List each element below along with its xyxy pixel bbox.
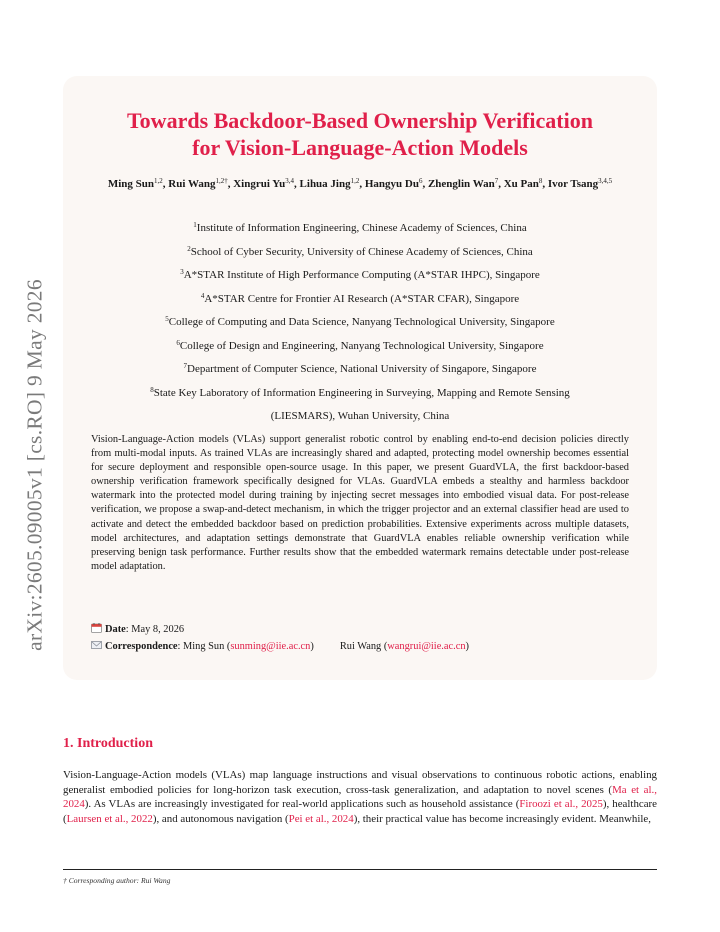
email-link-1[interactable]: sunming@iie.ac.cn <box>230 641 311 652</box>
author-name: Lihua Jing <box>299 178 351 190</box>
calendar-icon <box>91 623 102 633</box>
affiliation-mark: 8 <box>150 385 154 394</box>
footnote: † Corresponding author: Rui Wang <box>63 876 171 885</box>
affiliation-mark: 1 <box>193 221 197 229</box>
affiliation-line <box>63 355 657 379</box>
paper-title <box>63 107 657 161</box>
author-name: Zhenglin Wan <box>427 178 495 190</box>
affiliation-text: A*STAR Centre for Frontier AI Research (A*STAR CFAR), Singapore <box>204 292 520 305</box>
affiliation-line <box>63 214 657 238</box>
affiliation-line <box>63 285 657 309</box>
intro-text: ), healthcare ( <box>63 798 658 825</box>
date-label: Date <box>105 624 126 635</box>
correspondence-name-2: Rui Wang ( <box>339 641 388 652</box>
correspondence-close-2: ) <box>465 641 469 652</box>
citation-link[interactable]: Pei et al., 2024 <box>288 812 354 825</box>
affiliation-line <box>63 238 657 262</box>
author-affiliation-mark: 3,4,5 <box>598 177 613 185</box>
author-name: Hangyu Du <box>364 178 419 190</box>
affiliation-text: College of Computing and Data Science, Nanyang Technological University, Singapore <box>168 316 555 328</box>
affiliation-list <box>63 214 657 426</box>
author-name: Rui Wang <box>168 178 216 190</box>
email-link-2[interactable]: wangrui@iie.ac.cn <box>387 641 466 652</box>
author-affiliation-mark: 7 <box>494 177 499 185</box>
affiliation-text: Department of Computer Science, National University of Singapore, Singapore <box>187 363 537 375</box>
citation-link[interactable]: Ma et al., 2024 <box>63 783 657 811</box>
author-name: Xingrui Yu <box>233 178 286 190</box>
arxiv-watermark <box>18 260 52 670</box>
affiliation-line <box>63 261 657 285</box>
affiliation-text: Institute of Information Engineering, Chinese Academy of Sciences, China <box>196 222 527 234</box>
affiliation-mark: 6 <box>176 338 180 347</box>
author-affiliation-mark: 6 <box>418 177 423 185</box>
author-separator: , <box>227 178 234 190</box>
author-affiliation-mark: 1,2 <box>154 177 163 185</box>
affiliation-line <box>63 379 657 403</box>
affiliation-mark: 2 <box>187 244 191 253</box>
affiliation-text: School of Cyber Security, University of Chinese Academy of Sciences, China <box>190 245 533 258</box>
author-name: Ming Sun <box>107 178 155 190</box>
affiliation-line <box>63 308 657 332</box>
author-separator: , <box>422 178 428 190</box>
affiliation-text: A*STAR Institute of High Performance Computing (A*STAR IHPC), Singapore <box>183 269 540 281</box>
affiliation-mark: 4 <box>200 291 205 300</box>
author-name: Xu Pan <box>503 178 539 190</box>
affiliation-mark: 5 <box>165 315 169 323</box>
affiliation-text: (LIESMARS), Wuhan University, China <box>270 410 450 422</box>
affiliation-text: State Key Laboratory of Information Engineering in Surveying, Mapping and Remote Sensing <box>153 386 570 399</box>
intro-text: ), and autonomous navigation ( <box>152 812 289 825</box>
intro-text: Vision-Language-Action models (VLAs) map language instructions and visual observations to continuous robotic actions, enabling generalist embodied policies for long-horizon task execution, cross-task generalization, and adaptation to novel scenes ( <box>63 769 657 796</box>
arxiv-id: arXiv:2605.09005v1 [cs.RO] 9 May 2026 <box>22 279 47 651</box>
correspondence-row <box>91 638 469 655</box>
affiliation-line <box>63 332 657 356</box>
intro-text: ), their practical value has become increasingly evident. Meanwhile, <box>353 812 651 825</box>
correspondence-name-1: : Ming Sun ( <box>177 641 231 652</box>
date-value: : May 8, 2026 <box>125 624 185 635</box>
author-separator: , <box>498 178 504 190</box>
author-affiliation-mark: 3,4 <box>285 177 295 185</box>
author-separator: , <box>162 178 169 190</box>
affiliation-mark: 7 <box>183 362 188 370</box>
author-list <box>93 173 627 193</box>
title-card <box>63 76 657 680</box>
footnote-rule <box>63 869 657 870</box>
author-separator: , <box>359 178 365 190</box>
author-affiliation-mark: 8 <box>538 177 543 185</box>
section-heading-introduction: 1. Introduction <box>63 736 153 751</box>
abstract: Vision-Language-Action models (VLAs) support generalist robotic control by enabling end-to-end decision policies directly from multi-modal inputs. As trained VLAs are increasingly shared and adapted, protecting model ownership becomes essential for secure deployment and responsible open-source usage. In this paper, we present GuardVLA, the first backdoor-based ownership verification framework specifically designed for VLAs. GuardVLA embeds a stealthy and harmless backdoor watermark into the protected model during training by injecting secret messages into embodied visual data. For post-release verification, we propose a swap-and-detect mechanism, in which the trigger projector and an external classifier head are used to activate and detect the embedded backdoor based on prediction probabilities. Extensive experiments across multiple datasets, model architectures, and adaptation settings demonstrate that GuardVLA enables reliable ownership verification while preserving benign task performance. Further results show that the embedded watermark remains detectable under post-release model adaptation. <box>91 434 629 572</box>
introduction-paragraph <box>63 768 657 826</box>
author-affiliation-mark: 1,2† <box>215 177 228 185</box>
envelope-icon <box>91 640 102 650</box>
date-row <box>91 621 469 638</box>
citation-link[interactable]: Laursen et al., 2022 <box>66 812 153 825</box>
affiliation-text: College of Design and Engineering, Nanyang Technological University, Singapore <box>179 339 544 352</box>
correspondence-label: Correspondence <box>105 641 178 652</box>
author-name: Ivor Tsang <box>547 178 599 190</box>
affiliation-mark: 3 <box>180 268 184 276</box>
title-line-2: for Vision-Language-Action Models <box>192 135 528 160</box>
title-line-1: Towards Backdoor-Based Ownership Verification <box>127 108 593 133</box>
affiliation-line <box>63 402 657 426</box>
author-separator: , <box>294 178 300 190</box>
author-separator: , <box>542 178 548 190</box>
paper-meta <box>91 621 469 655</box>
intro-text: ). As VLAs are increasingly investigated for real-world applications such as household assistance ( <box>84 798 520 811</box>
correspondence-close-1: ) <box>310 641 314 652</box>
author-affiliation-mark: 1,2 <box>350 177 360 185</box>
citation-link[interactable]: Firoozi et al., 2025 <box>519 798 603 811</box>
